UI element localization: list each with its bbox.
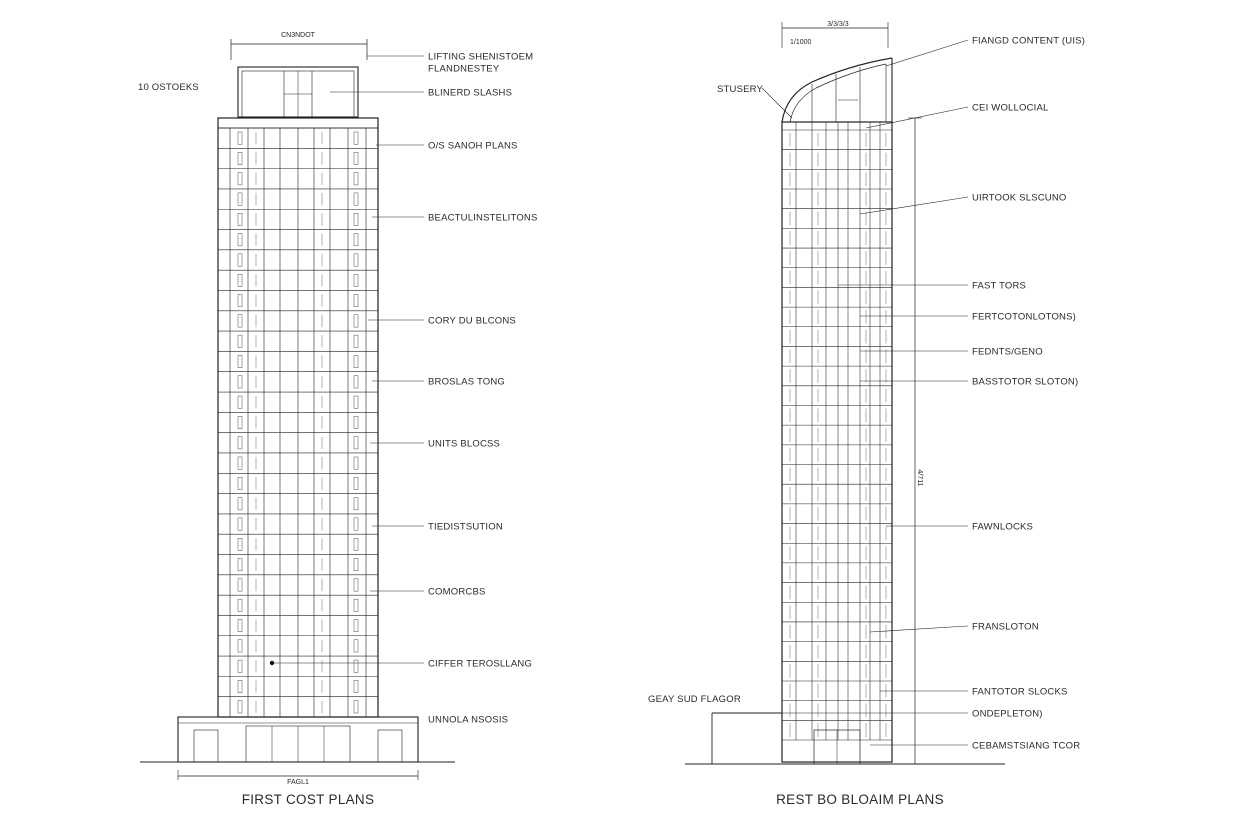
left-window-pane — [354, 579, 358, 591]
left-label-6: CORY DU BLCONS — [428, 315, 516, 327]
left-window-pane — [354, 559, 358, 571]
right-top-dimension-text: 3/3/3/3 — [827, 21, 849, 28]
left-label-3: BLINERD SLASHS — [428, 87, 513, 99]
left-window-pane — [354, 660, 358, 672]
left-window-pane — [238, 416, 242, 428]
left-window-pane — [238, 132, 242, 144]
left-window-pane — [238, 660, 242, 672]
left-window-pane — [238, 599, 242, 611]
right-label-10: FANTOTOR SLOCKS — [972, 686, 1068, 698]
right-label-4: FAST TORS — [972, 280, 1027, 292]
right-elevation — [648, 21, 1085, 807]
left-window-pane — [238, 173, 242, 185]
left-window-pane — [354, 701, 358, 713]
left-labels — [270, 52, 538, 726]
right-label-6: FEDNTS/GENO — [972, 346, 1043, 358]
right-label-8: FAWNLOCKS — [972, 521, 1034, 533]
left-elevation — [138, 32, 538, 807]
left-label-1: LIFTING SHENISTOEM — [428, 51, 534, 63]
left-window-pane — [354, 599, 358, 611]
left-window-pane — [354, 538, 358, 550]
left-window-pane — [354, 213, 358, 225]
left-window-pane — [354, 173, 358, 185]
left-window-pane — [238, 254, 242, 266]
left-label-10: COMORCBS — [428, 586, 486, 598]
left-window-pane — [354, 294, 358, 306]
left-marker-dot — [270, 661, 274, 665]
left-window-pane — [238, 477, 242, 489]
right-label-5: FERTCOTONLOTONS) — [972, 311, 1077, 323]
left-window-pane — [354, 498, 358, 510]
left-window-pane — [354, 518, 358, 530]
left-window-pane — [354, 274, 358, 286]
left-window-pane — [238, 640, 242, 652]
left-window-pane — [238, 294, 242, 306]
left-window-pane — [238, 274, 242, 286]
left-label-12: UNNOLA NSOSIS — [428, 714, 509, 726]
right-side-note: GEAY SUD FLAGOR — [648, 694, 741, 705]
left-window-pane — [238, 498, 242, 510]
right-window-grid — [782, 122, 892, 740]
left-window-pane — [238, 193, 242, 205]
left-podium — [178, 717, 418, 762]
left-window-pane — [238, 437, 242, 449]
left-window-pane — [354, 416, 358, 428]
right-leader-2 — [866, 107, 968, 128]
right-label-11: ONDEPLETON) — [972, 708, 1043, 720]
left-window-pane — [238, 234, 242, 246]
left-window-pane — [238, 680, 242, 692]
left-window-pane — [238, 457, 242, 469]
left-caption: FIRST COST PLANS — [241, 792, 375, 807]
left-window-pane — [354, 619, 358, 631]
right-caption: REST BO BLOAIM PLANS — [776, 792, 944, 807]
left-window-pane — [238, 335, 242, 347]
left-window-pane — [354, 437, 358, 449]
left-window-pane — [354, 335, 358, 347]
left-top-dimension — [231, 32, 367, 60]
right-label-3: UIRTOOK SLSCUNO — [972, 192, 1067, 204]
left-window-pane — [354, 152, 358, 164]
right-leader-1 — [886, 40, 968, 66]
left-window-pane — [354, 640, 358, 652]
left-window-pane — [354, 355, 358, 367]
right-labels — [782, 36, 1085, 752]
left-label-7: BROSLAS TONG — [428, 376, 506, 388]
left-window-pane — [354, 376, 358, 388]
right-label-1: FIANGD CONTENT (UIS) — [972, 35, 1086, 47]
left-window-grid — [218, 128, 378, 717]
left-window-pane — [354, 193, 358, 205]
right-vertical-dimension — [908, 118, 923, 764]
left-window-pane — [354, 457, 358, 469]
left-side-note: 10 OSTOEKS — [138, 82, 199, 93]
left-bottom-dimension-text: FAGL1 — [287, 779, 309, 786]
right-label-7: BASSTOTOR SLOTON) — [972, 376, 1079, 388]
left-window-pane — [354, 680, 358, 692]
left-label-11: CIFFER TEROSLLANG — [428, 658, 533, 670]
left-window-pane — [238, 518, 242, 530]
left-window-pane — [238, 619, 242, 631]
right-label-9: FRANSLOTON — [972, 621, 1039, 633]
left-window-pane — [238, 152, 242, 164]
left-window-pane — [354, 132, 358, 144]
right-left-label: STUSERY — [717, 84, 764, 95]
left-label-4: O/S SANOH PLANS — [428, 140, 518, 152]
left-window-pane — [238, 315, 242, 327]
left-window-pane — [238, 538, 242, 550]
left-label-9: TIEDISTSUTION — [428, 521, 503, 533]
left-window-pane — [238, 396, 242, 408]
right-leader-9 — [870, 626, 968, 632]
left-label-2: FLANDNESTEY — [428, 63, 500, 75]
left-window-pane — [354, 477, 358, 489]
right-label-12: CEBAMSTSIANG TCOR — [972, 740, 1081, 752]
right-leader-3 — [860, 197, 968, 214]
right-label-2: CEI WOLLOCIAL — [972, 102, 1049, 114]
left-window-pane — [238, 213, 242, 225]
right-left-callout — [717, 84, 792, 118]
left-window-pane — [354, 396, 358, 408]
left-window-pane — [354, 234, 358, 246]
left-label-5: BEACTULINSTELITONS — [428, 212, 538, 224]
right-top-dimension — [782, 21, 888, 48]
right-roof-crown — [782, 58, 892, 122]
left-window-pane — [238, 701, 242, 713]
left-window-pane — [238, 559, 242, 571]
right-vertical-dimension-text: 4/711 — [916, 469, 923, 487]
left-label-8: UNITS BLOCSS — [428, 438, 501, 450]
left-window-pane — [238, 376, 242, 388]
left-top-dimension-text: CN3NDOT — [281, 32, 315, 39]
left-bottom-dimension — [178, 770, 418, 786]
right-top-sub-dimension-text: 1/1000 — [790, 39, 812, 46]
left-window-pane — [238, 579, 242, 591]
left-window-pane — [354, 315, 358, 327]
left-tower — [218, 118, 378, 717]
left-window-pane — [238, 355, 242, 367]
right-tower — [782, 122, 892, 762]
left-window-pane — [354, 254, 358, 266]
